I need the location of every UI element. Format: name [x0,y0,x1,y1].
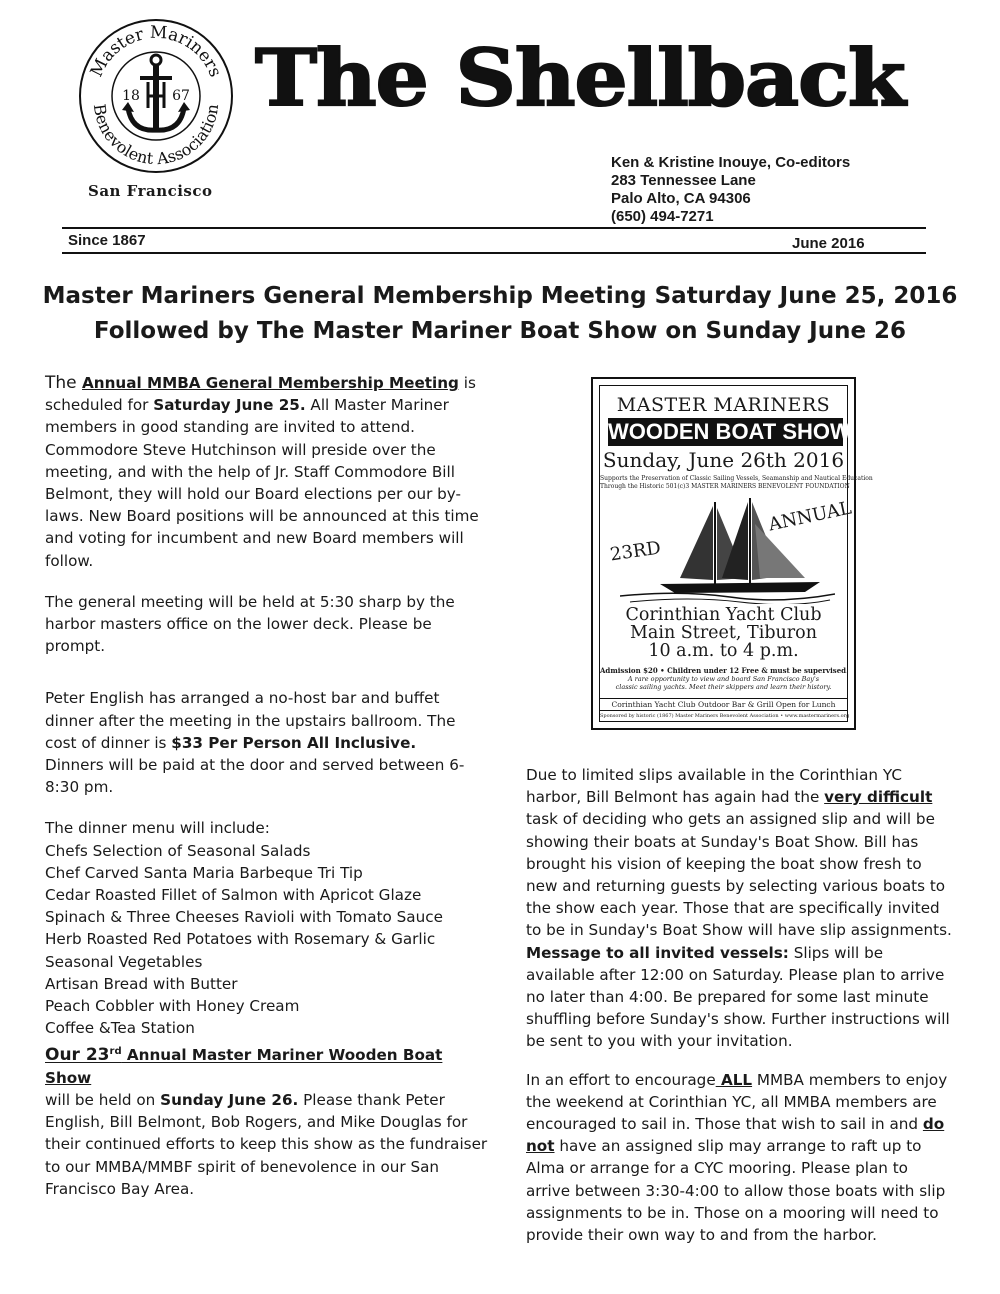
poster-ordinal: 23RD [608,537,663,566]
editors-line: (650) 494-7271 [611,208,714,225]
poster-annual: ANNUAL [766,497,854,536]
editors-line: 283 Tennessee Lane [611,172,756,189]
text-run: is scheduled for [45,374,476,415]
do-not-underlined: do not [526,1115,945,1156]
poster-admission: Admission $20 • Children under 12 Free & must be supervised. [600,666,849,675]
text-run: Slips will be available after 12:00 on Saturday. Please plan to arrive no later than 4:00. Be prepared for some last minute shuffling before Sunday's show. Further instructions will be sent to you with your invitation. [526,943,950,1051]
sail-in-paragraph [526,1069,956,1247]
seal-ring-bottom: Benevolent Association [89,102,223,169]
menu-item: Cedar Roasted Fillet of Salmon with Apricot Glaze [45,886,422,905]
poster-bar-info: Corinthian Yacht Club Outdoor Bar & Grill Open for Lunch [600,698,847,711]
very-difficult-underlined: very difficult [824,788,933,807]
menu-intro: The dinner menu will include: [45,819,270,838]
poster-venue: Corinthian Yacht Club [625,605,822,625]
poster-line-1: MASTER MARINERS [616,394,831,416]
boat-show-heading [45,1041,490,1088]
headline-line-2: Followed by The Master Mariner Boat Show on Sunday June 26 [93,318,907,344]
dinner-price-bold: $33 Per Person All Inclusive. [171,733,417,752]
poster-line-2: WOODEN BOAT SHOW [608,419,851,444]
text-run: Due to limited slips available in the Corinthian YC harbor, Bill Belmont has again had the [526,766,902,807]
association-seal [76,16,236,176]
menu-item: Peach Cobbler with Honey Cream [45,997,300,1016]
slips-paragraph [526,764,956,1053]
poster-line-3: Sunday, June 26th 2016 [602,448,845,472]
menu-item: Herb Roasted Red Potatoes with Rosemary & Garlic [45,930,436,949]
seal-year-right: 67 [172,88,190,104]
poster-rare-1: A rare opportunity to view and board San Francisco Bay's [627,675,820,683]
masthead-rule-top [62,227,926,229]
meeting-paragraph [45,372,490,572]
text-run: Annual Master Mariner Wooden Boat Show [45,1046,443,1087]
menu-item: Chef Carved Santa Maria Barbeque Tri Tip [45,863,363,882]
text-run: Dinners will be paid at the door and served between 6-8:30 pm. [45,756,465,797]
seal-year-left: 18 [122,88,140,104]
boat-show-poster [591,377,873,730]
text-run: Our 23 [45,1045,110,1066]
poster-sponsor: Sponsored by historic (1867) Master Mariners Benevolent Association • www.mastermariners.org [600,713,850,719]
menu-item: Chefs Selection of Seasonal Salads [45,841,311,860]
seal-ring-top: Master Mariners [86,22,226,81]
text-run: rd [109,1046,122,1058]
issue-date: June 2016 [792,235,865,252]
poster-street: Main Street, Tiburon [630,623,817,643]
editors-block [611,154,850,226]
newsletter-title: The Shellback [255,33,905,124]
left-column [45,372,490,1200]
since-label: Since 1867 [68,232,146,249]
all-underlined: ALL [715,1070,753,1089]
menu-list [45,840,490,1040]
headline-line-1: Master Mariners General Membership Meeting Saturday June 25, 2016 [42,283,958,309]
text-run: task of deciding who gets an assigned slip and will be showing their boats at Sunday's Boat Show. Bill has brought his vision of keeping the boat show fresh to new and returning guests by selecting various boats to the show each year. Those that are specifically invited to be in Sunday's Boat Show will have slip assignments. [526,810,952,940]
text-run: have an assigned slip may arrange to raft up to Alma or arrange for a CYC mooring. Please plan to arrive between 3:30-4:00 to allow those boats with slip assignments to be in. Those on a mooring will need to provide their own way to and from the harbor. [526,1137,946,1245]
text-run: Peter English has arranged a no-host bar and buffet dinner after the meeting in the upstairs ballroom. The cost of dinner is [45,689,456,752]
masthead-rule-bottom [62,252,926,254]
poster-hours: 10 a.m. to 4 p.m. [648,641,799,661]
meeting-date-bold: Saturday June 25. [153,396,306,415]
menu-item: Seasonal Vegetables [45,952,203,971]
text-run: The [45,373,83,393]
message-label-bold: Message to all invited vessels: [526,943,789,962]
menu-item: Spinach & Three Cheeses Ravioli with Tomato Sauce [45,908,443,927]
text-run: Please thank Peter English, Bill Belmont, Bob Rogers, and Mike Douglas for their continued efforts to keep this show as the fundraiser to our MMBA/MMBF spirit of benevolence in our San Francisco Bay Area. [45,1090,488,1198]
poster-support-1: Supports the Preservation of Classic Sailing Vessels, Seamanship and Nautical Education [600,475,873,482]
editors-line: Ken & Kristine Inouye, Co-editors [611,154,851,171]
poster-support-2: Through the Historic 501(c)3 MASTER MARINERS BENEVOLENT FOUNDATION [600,483,850,490]
editors-line: Palo Alto, CA 94306 [611,190,751,207]
right-column [526,764,956,1246]
menu-item: Coffee &Tea Station [45,1019,195,1038]
boat-show-paragraph [45,1089,490,1200]
text-run: MMBA members to enjoy the weekend at Corinthian YC, all MMBA members are encouraged to sail in. Those that wish to sail in and [526,1070,948,1134]
text-run: will be held on [45,1090,161,1109]
poster-rare-2: classic sailing yachts. Meet their skippers and learn their history. [615,683,832,691]
text-run: In an effort to encourage [526,1070,716,1089]
meeting-title-underlined: Annual MMBA General Membership Meeting [82,374,459,392]
anchor-icon [76,16,236,176]
show-date-bold: Sunday June 26. [160,1090,299,1109]
seal-city: San Francisco [88,182,213,200]
dinner-paragraph [45,687,490,798]
menu-item: Artisan Bread with Butter [45,974,238,993]
text-run: All Master Mariner members in good standing are invited to attend. Commodore Steve Hutchinson will preside over the meeting, and with the help of Jr. Staff Commodore Bill Belmont, they will hold our Board elections per our by-laws. New Board positions will be announced at this time and voting for incumbent and new Board members will follow. [45,396,479,570]
location-paragraph: The general meeting will be held at 5:30 sharp by the harbor masters office on the lower deck. Please be prompt. [45,592,455,656]
